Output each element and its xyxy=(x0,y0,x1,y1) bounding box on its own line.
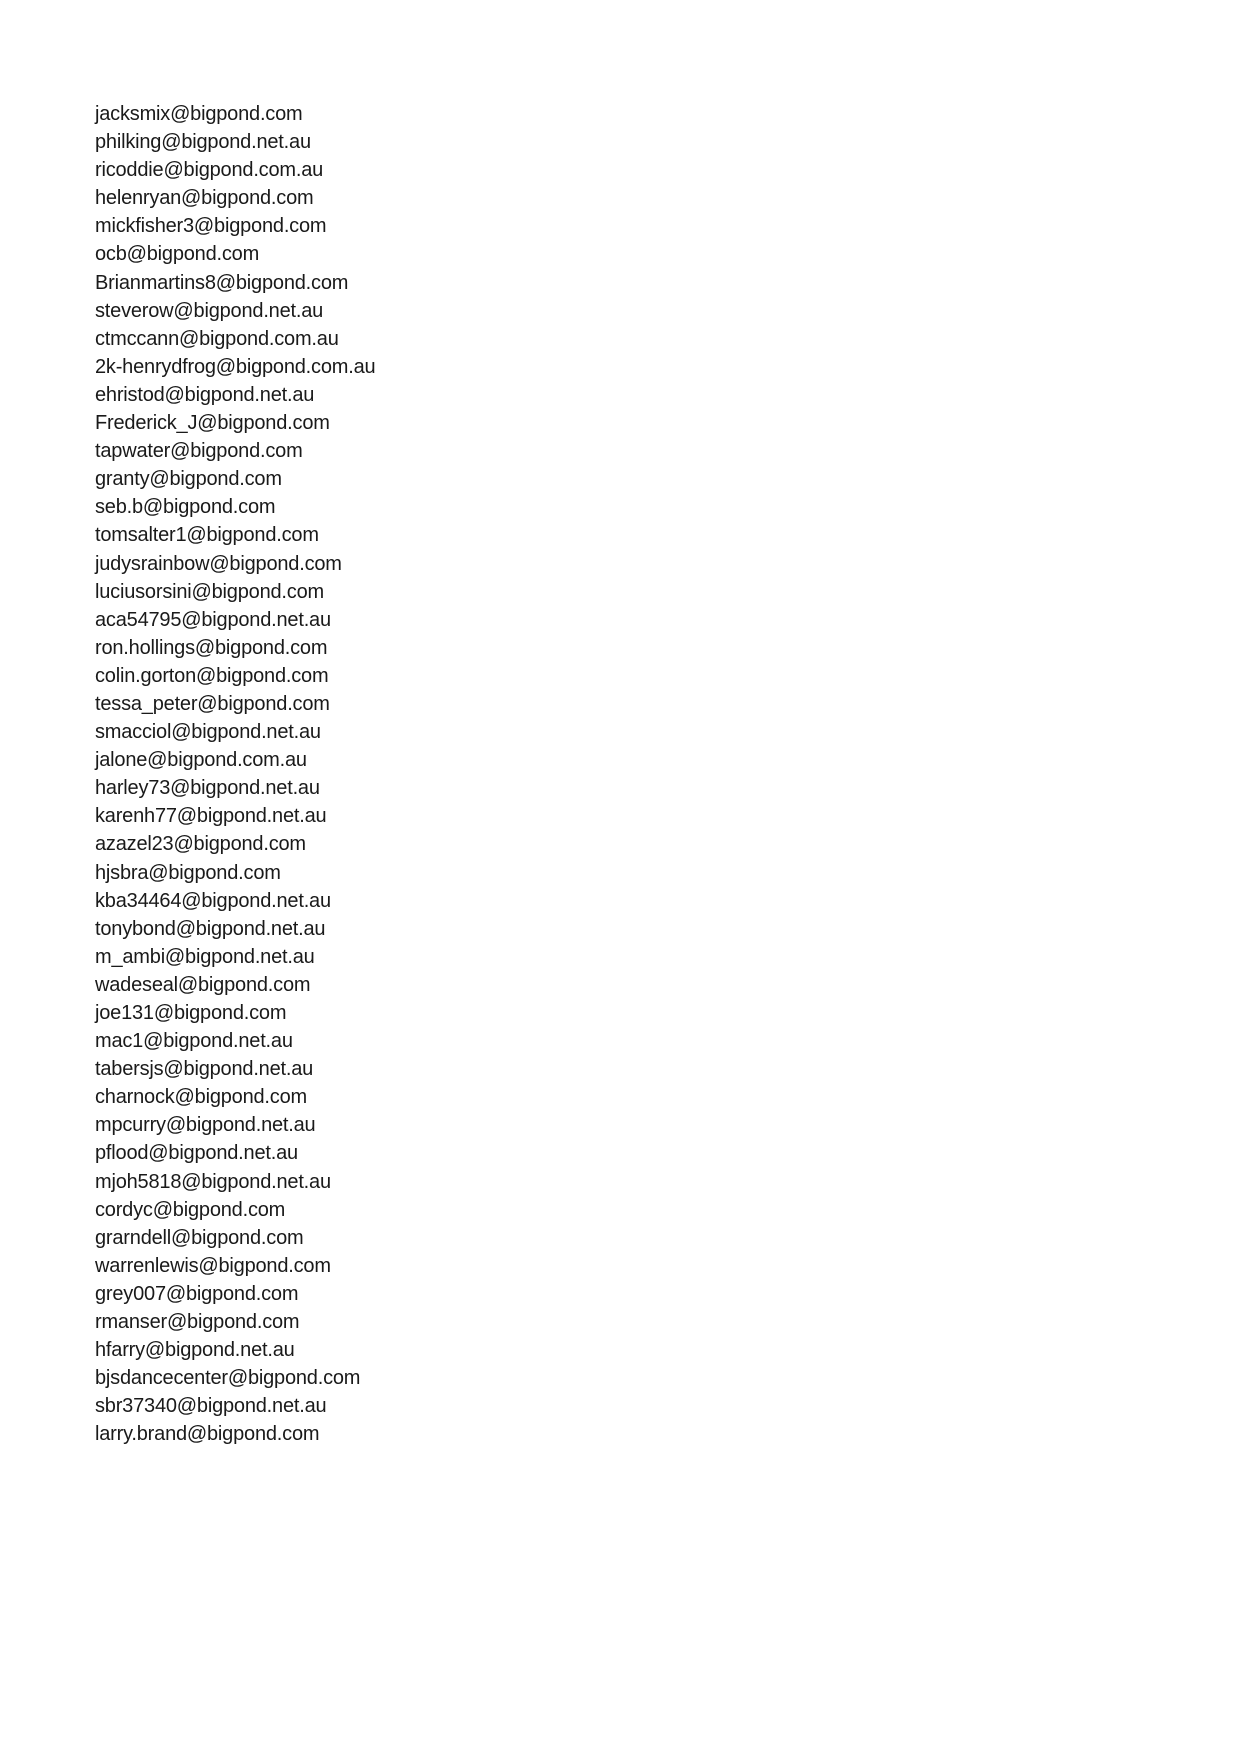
email-line: grarndell@bigpond.com xyxy=(95,1226,304,1249)
email-line: sbr37340@bigpond.net.au xyxy=(95,1395,327,1418)
email-line: joe131@bigpond.com xyxy=(95,1002,287,1024)
email-line: tessa_peter@bigpond.com xyxy=(95,692,330,715)
email-line: tomsalter1@bigpond.com xyxy=(95,524,319,547)
email-line: luciusorsini@bigpond.com xyxy=(95,580,324,603)
email-line: philking@bigpond.net.au xyxy=(95,131,311,154)
email-line: granty@bigpond.com xyxy=(95,468,282,491)
email-line: Brianmartins8@bigpond.com xyxy=(95,271,349,294)
email-line: ctmccann@bigpond.com.au xyxy=(95,327,339,350)
email-line: ehristod@bigpond.net.au xyxy=(95,383,315,406)
email-line: mjoh5818@bigpond.net.au xyxy=(95,1170,331,1193)
email-line: ocb@bigpond.com xyxy=(95,243,260,266)
email-line: charnock@bigpond.com xyxy=(95,1086,307,1109)
email-line: harley73@bigpond.net.au xyxy=(95,777,320,800)
email-line: tabersjs@bigpond.net.au xyxy=(95,1058,314,1081)
email-line: jalone@bigpond.com.au xyxy=(95,749,307,772)
email-line: mac1@bigpond.net.au xyxy=(95,1030,293,1053)
email-line: wadeseal@bigpond.com xyxy=(95,973,311,996)
email-line: mpcurry@bigpond.net.au xyxy=(95,1114,316,1137)
email-line: ron.hollings@bigpond.com xyxy=(95,636,328,659)
email-line: tapwater@bigpond.com xyxy=(95,440,303,463)
email-line: karenh77@bigpond.net.au xyxy=(95,805,327,828)
email-line: rmanser@bigpond.com xyxy=(95,1311,300,1334)
email-line: aca54795@bigpond.net.au xyxy=(95,608,331,631)
email-line: judysrainbow@bigpond.com xyxy=(95,552,342,575)
email-line: seb.b@bigpond.com xyxy=(95,496,276,519)
email-line: kba34464@bigpond.net.au xyxy=(95,889,331,912)
email-line: tonybond@bigpond.net.au xyxy=(95,917,326,940)
email-list xyxy=(95,100,1145,1449)
email-line: hfarry@bigpond.net.au xyxy=(95,1339,295,1362)
email-line: grey007@bigpond.com xyxy=(95,1282,299,1305)
email-line: bjsdancecenter@bigpond.com xyxy=(95,1367,361,1390)
email-line: m_ambi@bigpond.net.au xyxy=(95,945,315,968)
email-line: colin.gorton@bigpond.com xyxy=(95,664,329,687)
email-line: helenryan@bigpond.com xyxy=(95,187,314,210)
email-line: 2k-henrydfrog@bigpond.com.au xyxy=(95,355,376,378)
email-line: larry.brand@bigpond.com xyxy=(95,1423,320,1446)
email-line: hjsbra@bigpond.com xyxy=(95,861,281,884)
email-line: ricoddie@bigpond.com.au xyxy=(95,159,324,182)
email-line: mickfisher3@bigpond.com xyxy=(95,215,327,238)
email-line: warrenlewis@bigpond.com xyxy=(95,1254,331,1277)
email-line: azazel23@bigpond.com xyxy=(95,833,306,856)
email-line: steverow@bigpond.net.au xyxy=(95,299,324,322)
email-line: cordyc@bigpond.com xyxy=(95,1198,286,1221)
email-line: smacciol@bigpond.net.au xyxy=(95,721,321,744)
email-line: Frederick_J@bigpond.com xyxy=(95,412,330,435)
email-line: pflood@bigpond.net.au xyxy=(95,1142,298,1165)
email-line: jacksmix@bigpond.com xyxy=(95,103,303,125)
